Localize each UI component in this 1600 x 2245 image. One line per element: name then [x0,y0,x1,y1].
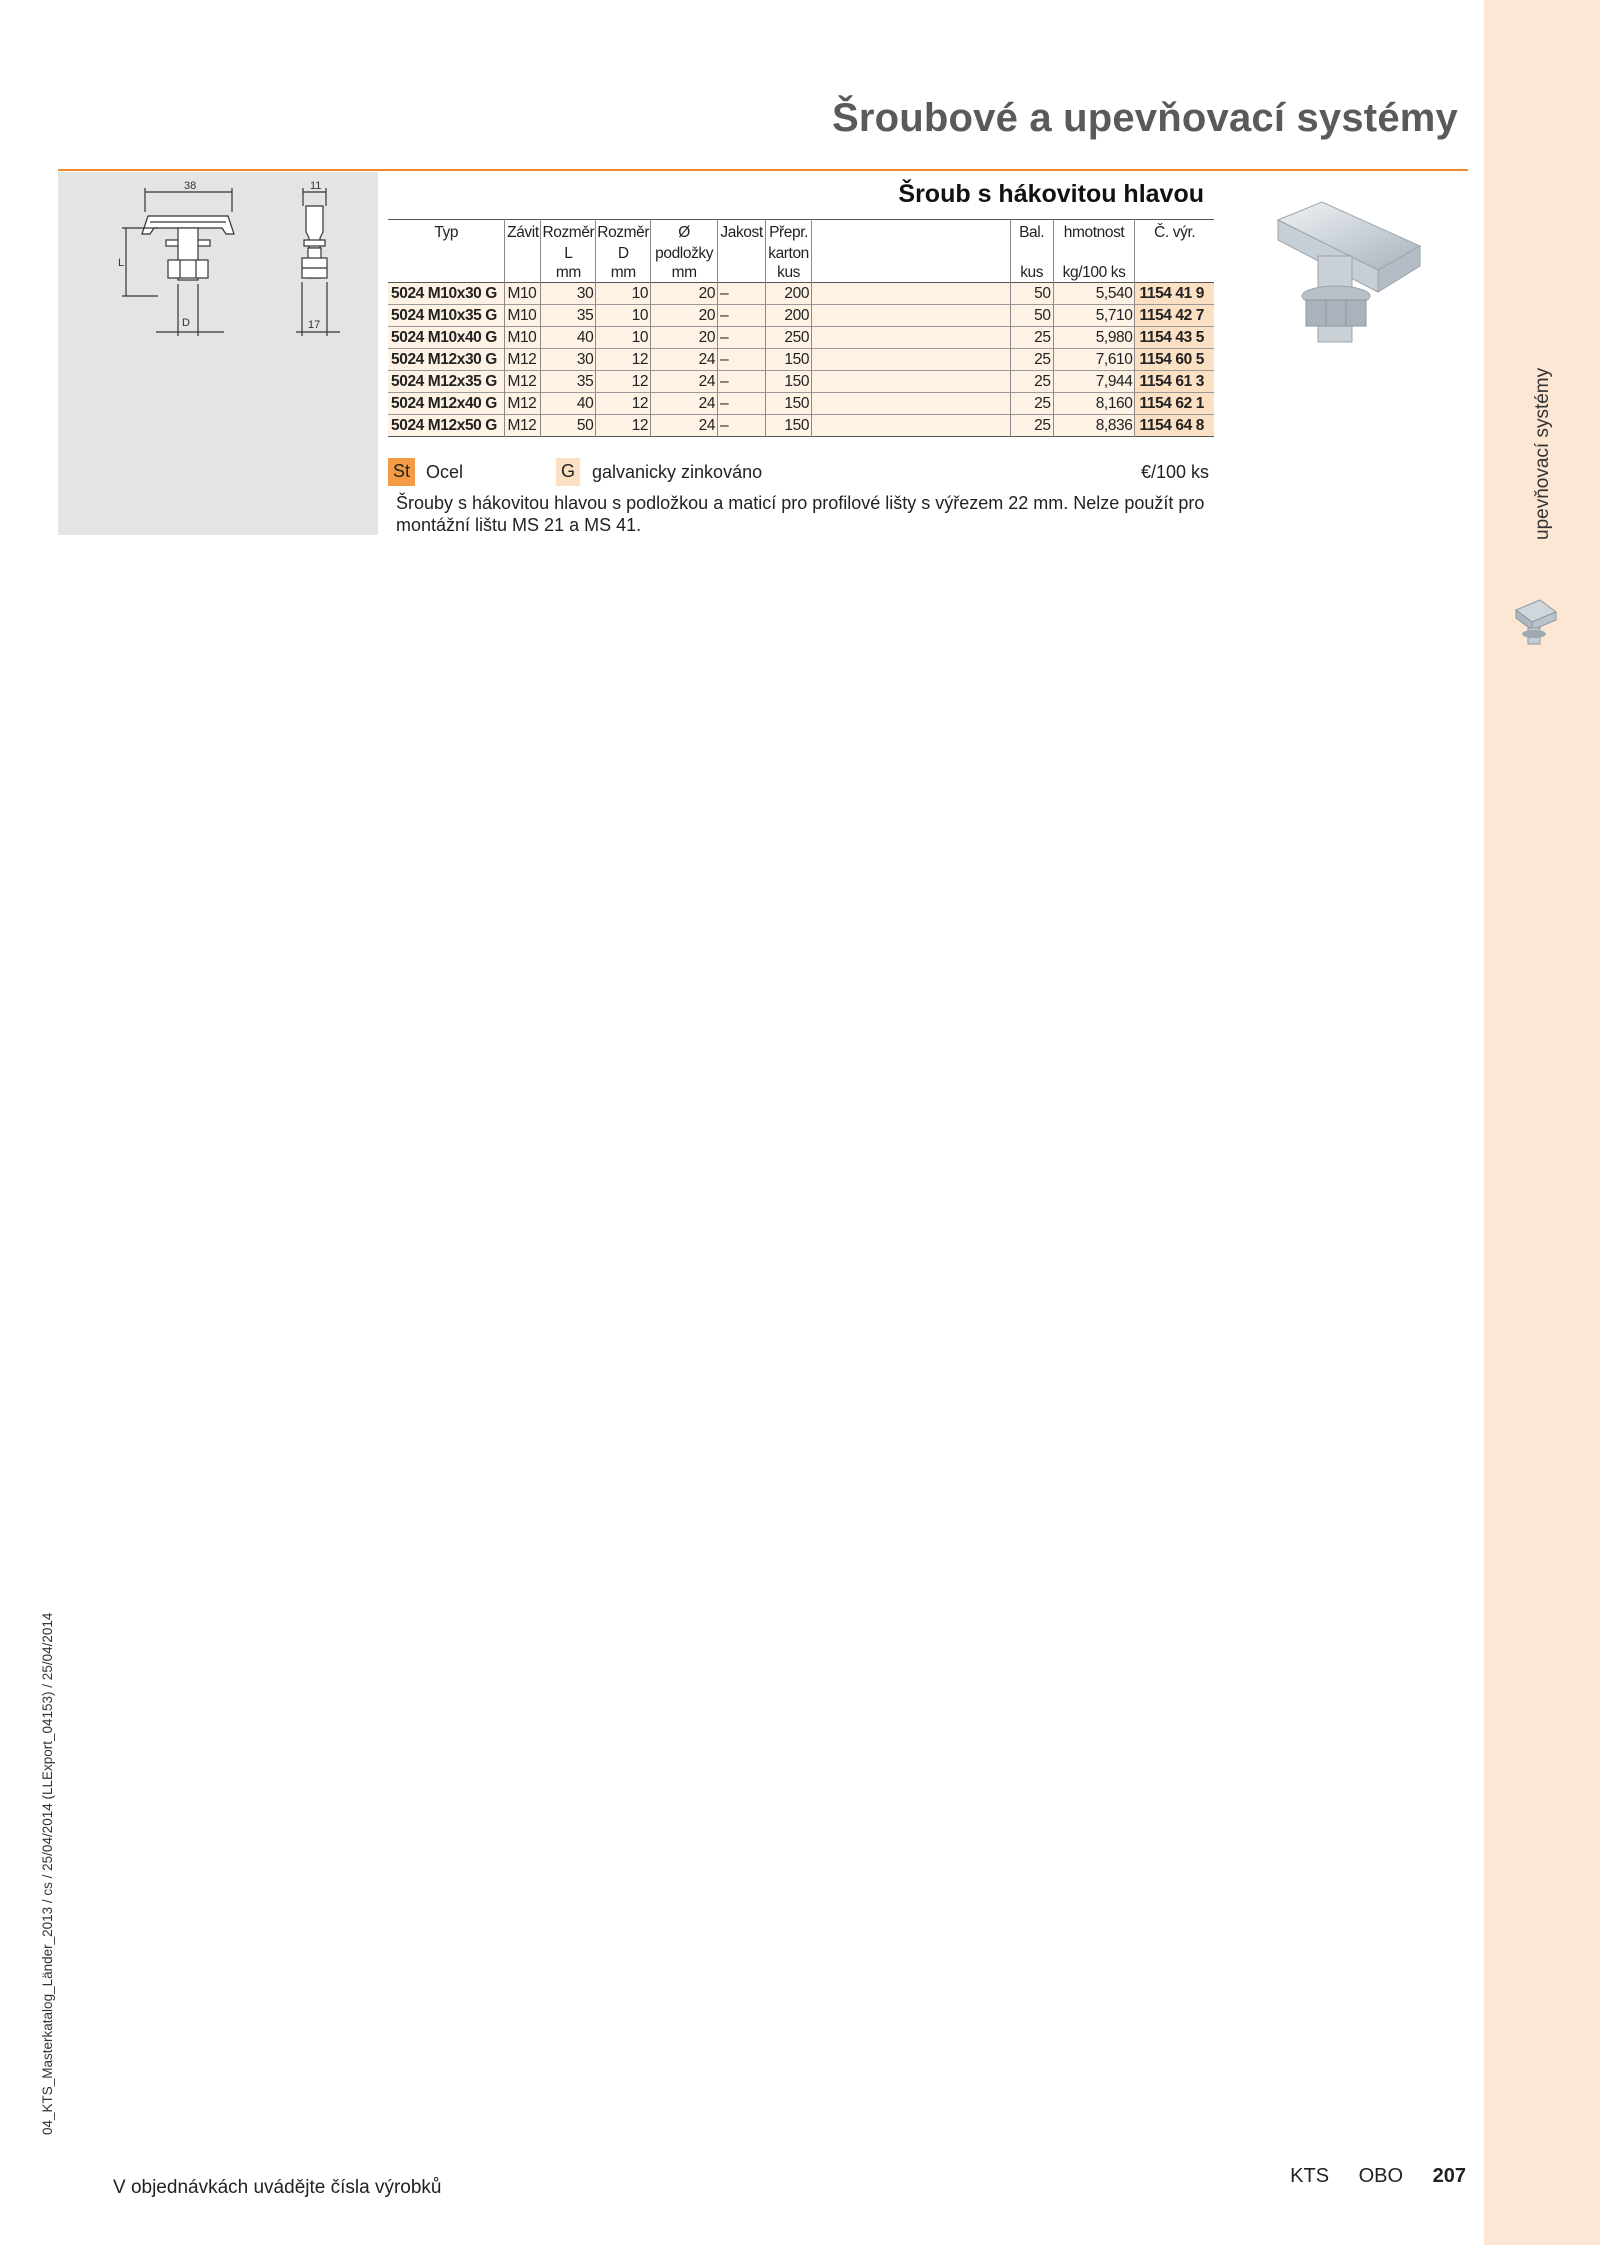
material-name: Ocel [426,462,464,482]
unit-spacer [812,264,1011,283]
table-row: 5024 M12x40 G M12 40 12 24 – 150 25 8,160 1154 62 1 [388,393,1214,415]
header-podlozky: Ø podložky [651,220,718,265]
header-rozmer-l: Rozměr L [541,220,596,265]
header-bal: Bal. [1010,220,1053,265]
table-row: 5024 M12x30 G M12 30 12 24 – 150 25 7,610 1154 60 5 [388,349,1214,371]
unit-jakost [718,264,766,283]
footer-section: KTS [1290,2165,1330,2187]
article-number: 1154 62 1 [1135,393,1214,415]
unit-bal: kus [1010,264,1053,283]
dim-head-label: 11 [310,180,322,192]
print-metadata: 04_KTS_Masterkatalog_Länder_2013 / cs / 25/04/2014 (LLExport_04153) / 25/04/2014 [40,1612,55,2135]
table-row: 5024 M12x50 G M12 50 12 24 – 150 25 8,836 1154 64 8 [388,415,1214,437]
finish-code-badge: G [556,458,580,486]
page-title: Šroubové a upevňovací systémy [831,96,1458,140]
product-spec-table [388,219,1214,437]
footer-note: V objednávkách uvádějte čísla výrobků [113,2177,442,2198]
bolt-thumbnail-icon [1510,590,1560,648]
header-typ: Typ [434,224,459,241]
unit-zavit [505,264,541,283]
article-number: 1154 60 5 [1135,349,1214,371]
header-karton: Přepr. karton [766,220,812,265]
header-hmotnost: hmotnost [1053,220,1135,265]
article-number: 1154 43 5 [1135,327,1214,349]
side-section-label: upevňovací systémy [1532,367,1553,540]
technical-drawing-panel [58,172,378,535]
header-jakost: Jakost [718,220,766,265]
dim-length-label: L [118,257,125,269]
dim-diameter-label: D [182,317,190,329]
unit-l: mm [541,264,596,283]
table-row: 5024 M12x35 G M12 35 12 24 – 150 25 7,944 1154 61 3 [388,371,1214,393]
page-number: 207 [1432,2165,1466,2187]
unit-typ [388,264,505,283]
hook-bolt-photo-icon [1270,196,1432,368]
price-unit: €/100 ks [1140,462,1209,482]
table-row: 5024 M10x35 G M10 35 10 20 – 200 50 5,710 1154 42 7 [388,305,1214,327]
product-description: Šrouby s hákovitou hlavou s podložkou a maticí pro profilové lišty s výřezem 22 mm. Nelze použít pro montážní lištu MS 21 a MS 41. [396,493,1205,535]
side-strip [1484,0,1600,2245]
table-row: 5024 M10x30 G M10 30 10 20 – 200 50 5,540 1154 41 9 [388,283,1214,305]
header-spacer [812,220,1011,265]
dim-width-label: 38 [184,180,197,192]
unit-cislo [1135,264,1214,283]
article-number: 1154 64 8 [1135,415,1214,437]
technical-drawing [58,172,378,535]
header-cislo: Č. výr. [1135,220,1214,265]
article-number: 1154 42 7 [1135,305,1214,327]
unit-d: mm [596,264,651,283]
unit-podlozky: mm [651,264,718,283]
header-rozmer-d: Rozměr D [596,220,651,265]
table-row: 5024 M10x40 G M10 40 10 20 – 250 25 5,980 1154 43 5 [388,327,1214,349]
footer-page-info [1266,2165,1466,2188]
footer-brand: OBO [1358,2165,1404,2187]
header-zavit: Závit [505,220,541,265]
finish-name: galvanicky zinkováno [592,462,763,482]
unit-karton: kus [766,264,812,283]
material-legend [388,458,1214,488]
dim-nut-label: 17 [308,319,321,331]
unit-hmotnost: kg/100 ks [1053,264,1135,283]
article-number: 1154 41 9 [1135,283,1214,305]
article-number: 1154 61 3 [1135,371,1214,393]
product-title: Šroub s hákovitou hlavou [898,180,1204,208]
title-rule [58,169,1468,171]
material-code-badge: St [388,458,415,486]
